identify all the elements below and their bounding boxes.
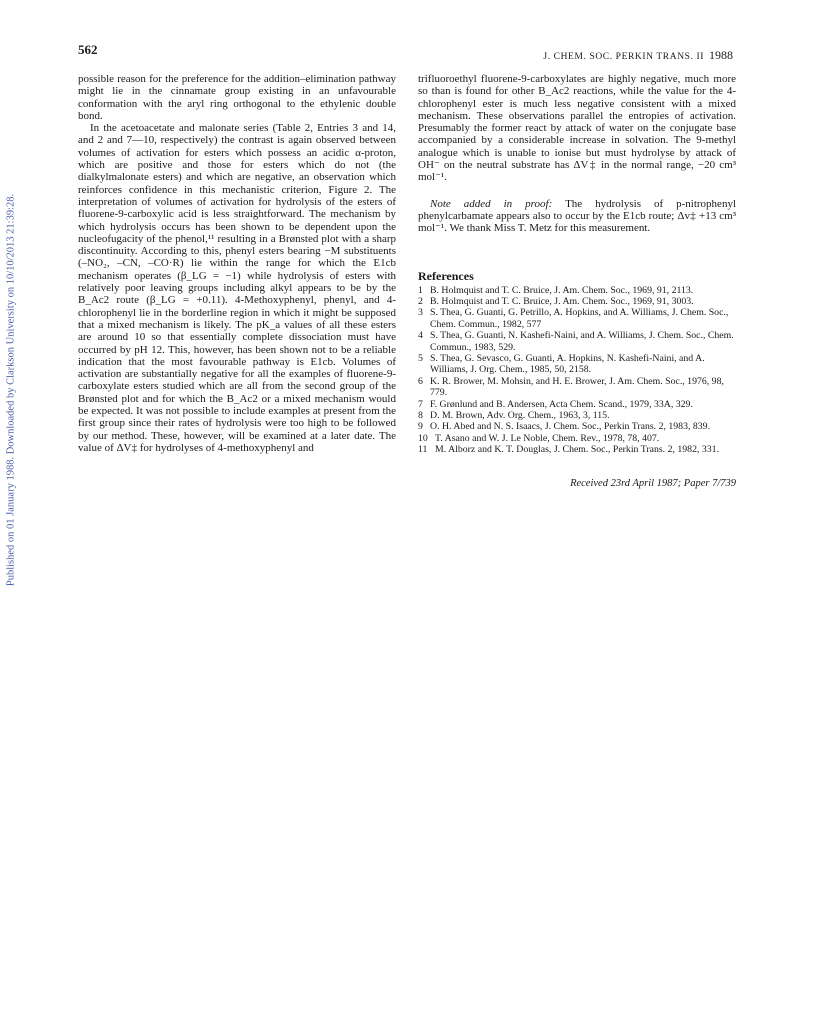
- paragraph: trifluoroethyl fluorene-9-carboxylates are highly negative, much more so than is found for other B_Ac2 reactions, while the value for the 4-chlorophenyl ester is much less negative consistent with a mixed mechanism. These observations parallel the entropies of activation. Presumably the former react by attack of water on the conjugate base accompanied by a considerable increase in solvation. The 9-methyl analogue which is unable to ionise but must hydrolyse by attack of OH⁻ on the neutral substrate has ΔV‡ in the normal range, −20 cm³ mol⁻¹.: [418, 73, 736, 184]
- proof-note: [418, 198, 736, 235]
- reference-item: 8 D. M. Brown, Adv. Org. Chem., 1963, 3, 115.: [418, 410, 610, 422]
- references-heading: References: [418, 268, 474, 283]
- reference-list: [418, 285, 736, 456]
- page-number: 562: [78, 42, 98, 57]
- proof-note-text: The hydrolysis of p-nitrophenyl phenylcarbamate appears also to occur by the E1cb route; Δv‡ +13 cm³ mol⁻¹. We thank Miss T. Metz for this measurement.: [418, 197, 736, 235]
- watermark-text: Published on 01 January 1988. Downloaded by Clarkson University on 10/10/2013 21:39:28.: [5, 193, 17, 587]
- download-watermark: [0, 0, 22, 1033]
- reference-item: 9 O. H. Abed and N. S. Isaacs, J. Chem. Soc., Perkin Trans. 2, 1983, 839.: [418, 421, 711, 433]
- right-column: [418, 73, 736, 490]
- received-date: Received 23rd April 1987; Paper 7/739: [570, 477, 736, 489]
- reference-item: 5 S. Thea, G. Sevasco, G. Guanti, A. Hopkins, N. Kashefi-Naini, and A. Williams, J. Org. Chem., 1985, 50, 2158.: [418, 353, 705, 376]
- reference-item: 10 T. Asano and W. J. Le Noble, Chem. Rev., 1978, 78, 407.: [418, 432, 660, 444]
- reference-item: 11 M. Alborz and K. T. Douglas, J. Chem. Soc., Perkin Trans. 2, 1982, 331.: [418, 444, 720, 456]
- reference-item: 4 S. Thea, G. Guanti, N. Kashefi-Naini, and A. Williams, J. Chem. Soc., Chem. Commun., 1983, 529.: [418, 330, 734, 353]
- reference-item: 2 B. Holmquist and T. C. Bruice, J. Am. Chem. Soc., 1969, 91, 3003.: [418, 295, 694, 307]
- paragraph: possible reason for the preference for the addition–elimination pathway might lie in the cinnamate group existing in an unfavourable conformation with the aryl ring orthogonal to the ethylenic double bond.: [78, 73, 396, 122]
- journal-running-header: [543, 48, 733, 63]
- journal-name: J. CHEM. SOC. PERKIN TRANS. II: [543, 52, 705, 62]
- reference-item: 7 F. Grønlund and B. Andersen, Acta Chem. Scand., 1979, 33A, 329.: [418, 398, 693, 410]
- reference-item: 3 S. Thea, G. Guanti, G. Petrillo, A. Hopkins, and A. Williams, J. Chem. Soc., Chem. Commun., 1982, 577: [418, 307, 729, 330]
- paragraph: In the acetoacetate and malonate series (Table 2, Entries 3 and 14, and 2 and 7—10, respectively) the contrast is again observed between volumes of activation for esters which possess an acidic α-proton, which are positive and those for esters which do not (the dialkylmalonate esters) and which are negative, an observation which reinforces confidence in this mechanistic criterion, Figure 2. The interpretation of volumes of activation for hydrolysis of the esters of fluorene-9-carboxylic acid is less straightforward. The mechanism by which hydrolysis occurs has been shown to be dependent upon the nucleofugacity of the phenol,¹¹ resulting in a Brønsted plot with a sharp discontinuity. According to this, phenyl esters bearing −M substituents (–NO₂, –CN, –CO·R) lie within the range for which the E1cb mechanism operates (β_LG = −1) while hydrolysis of esters with relatively poor leaving groups including alkyl appears to be by the B_Ac2 route (β_LG = +0.11). 4-Methoxyphenyl, phenyl, and 4-chlorophenyl lie in the borderline region in which it might be supposed that a mixed mechanism is likely. The pK_a values of all these esters are around 10 so that essentially complete dissociation must have occurred by pH 12. This, however, has been shown not to be a reliable indication that the most favourable pathway is E1cb. Volumes of activation are substantially negative for all the examples of fluorene-9-carboxylate esters studied which are all from the second group of the Brønsted plot and for which the B_Ac2 or a mixed mechanism would be expected. It was not possible to include examples at present from the first group since their rates of hydrolysis were too high to be followed by our method. These, however, will be examined at a later date. The value of ΔV‡ for hydrolyses of 4-methoxyphenyl and: [78, 122, 396, 454]
- left-column: [78, 73, 396, 454]
- proof-note-label: Note added in proof:: [430, 197, 553, 210]
- reference-item: 6 K. R. Brower, M. Mohsin, and H. E. Brower, J. Am. Chem. Soc., 1976, 98, 779.: [418, 375, 724, 399]
- journal-year: 1988: [709, 48, 733, 62]
- reference-item: 1 B. Holmquist and T. C. Bruice, J. Am. Chem. Soc., 1969, 91, 2113.: [418, 284, 694, 296]
